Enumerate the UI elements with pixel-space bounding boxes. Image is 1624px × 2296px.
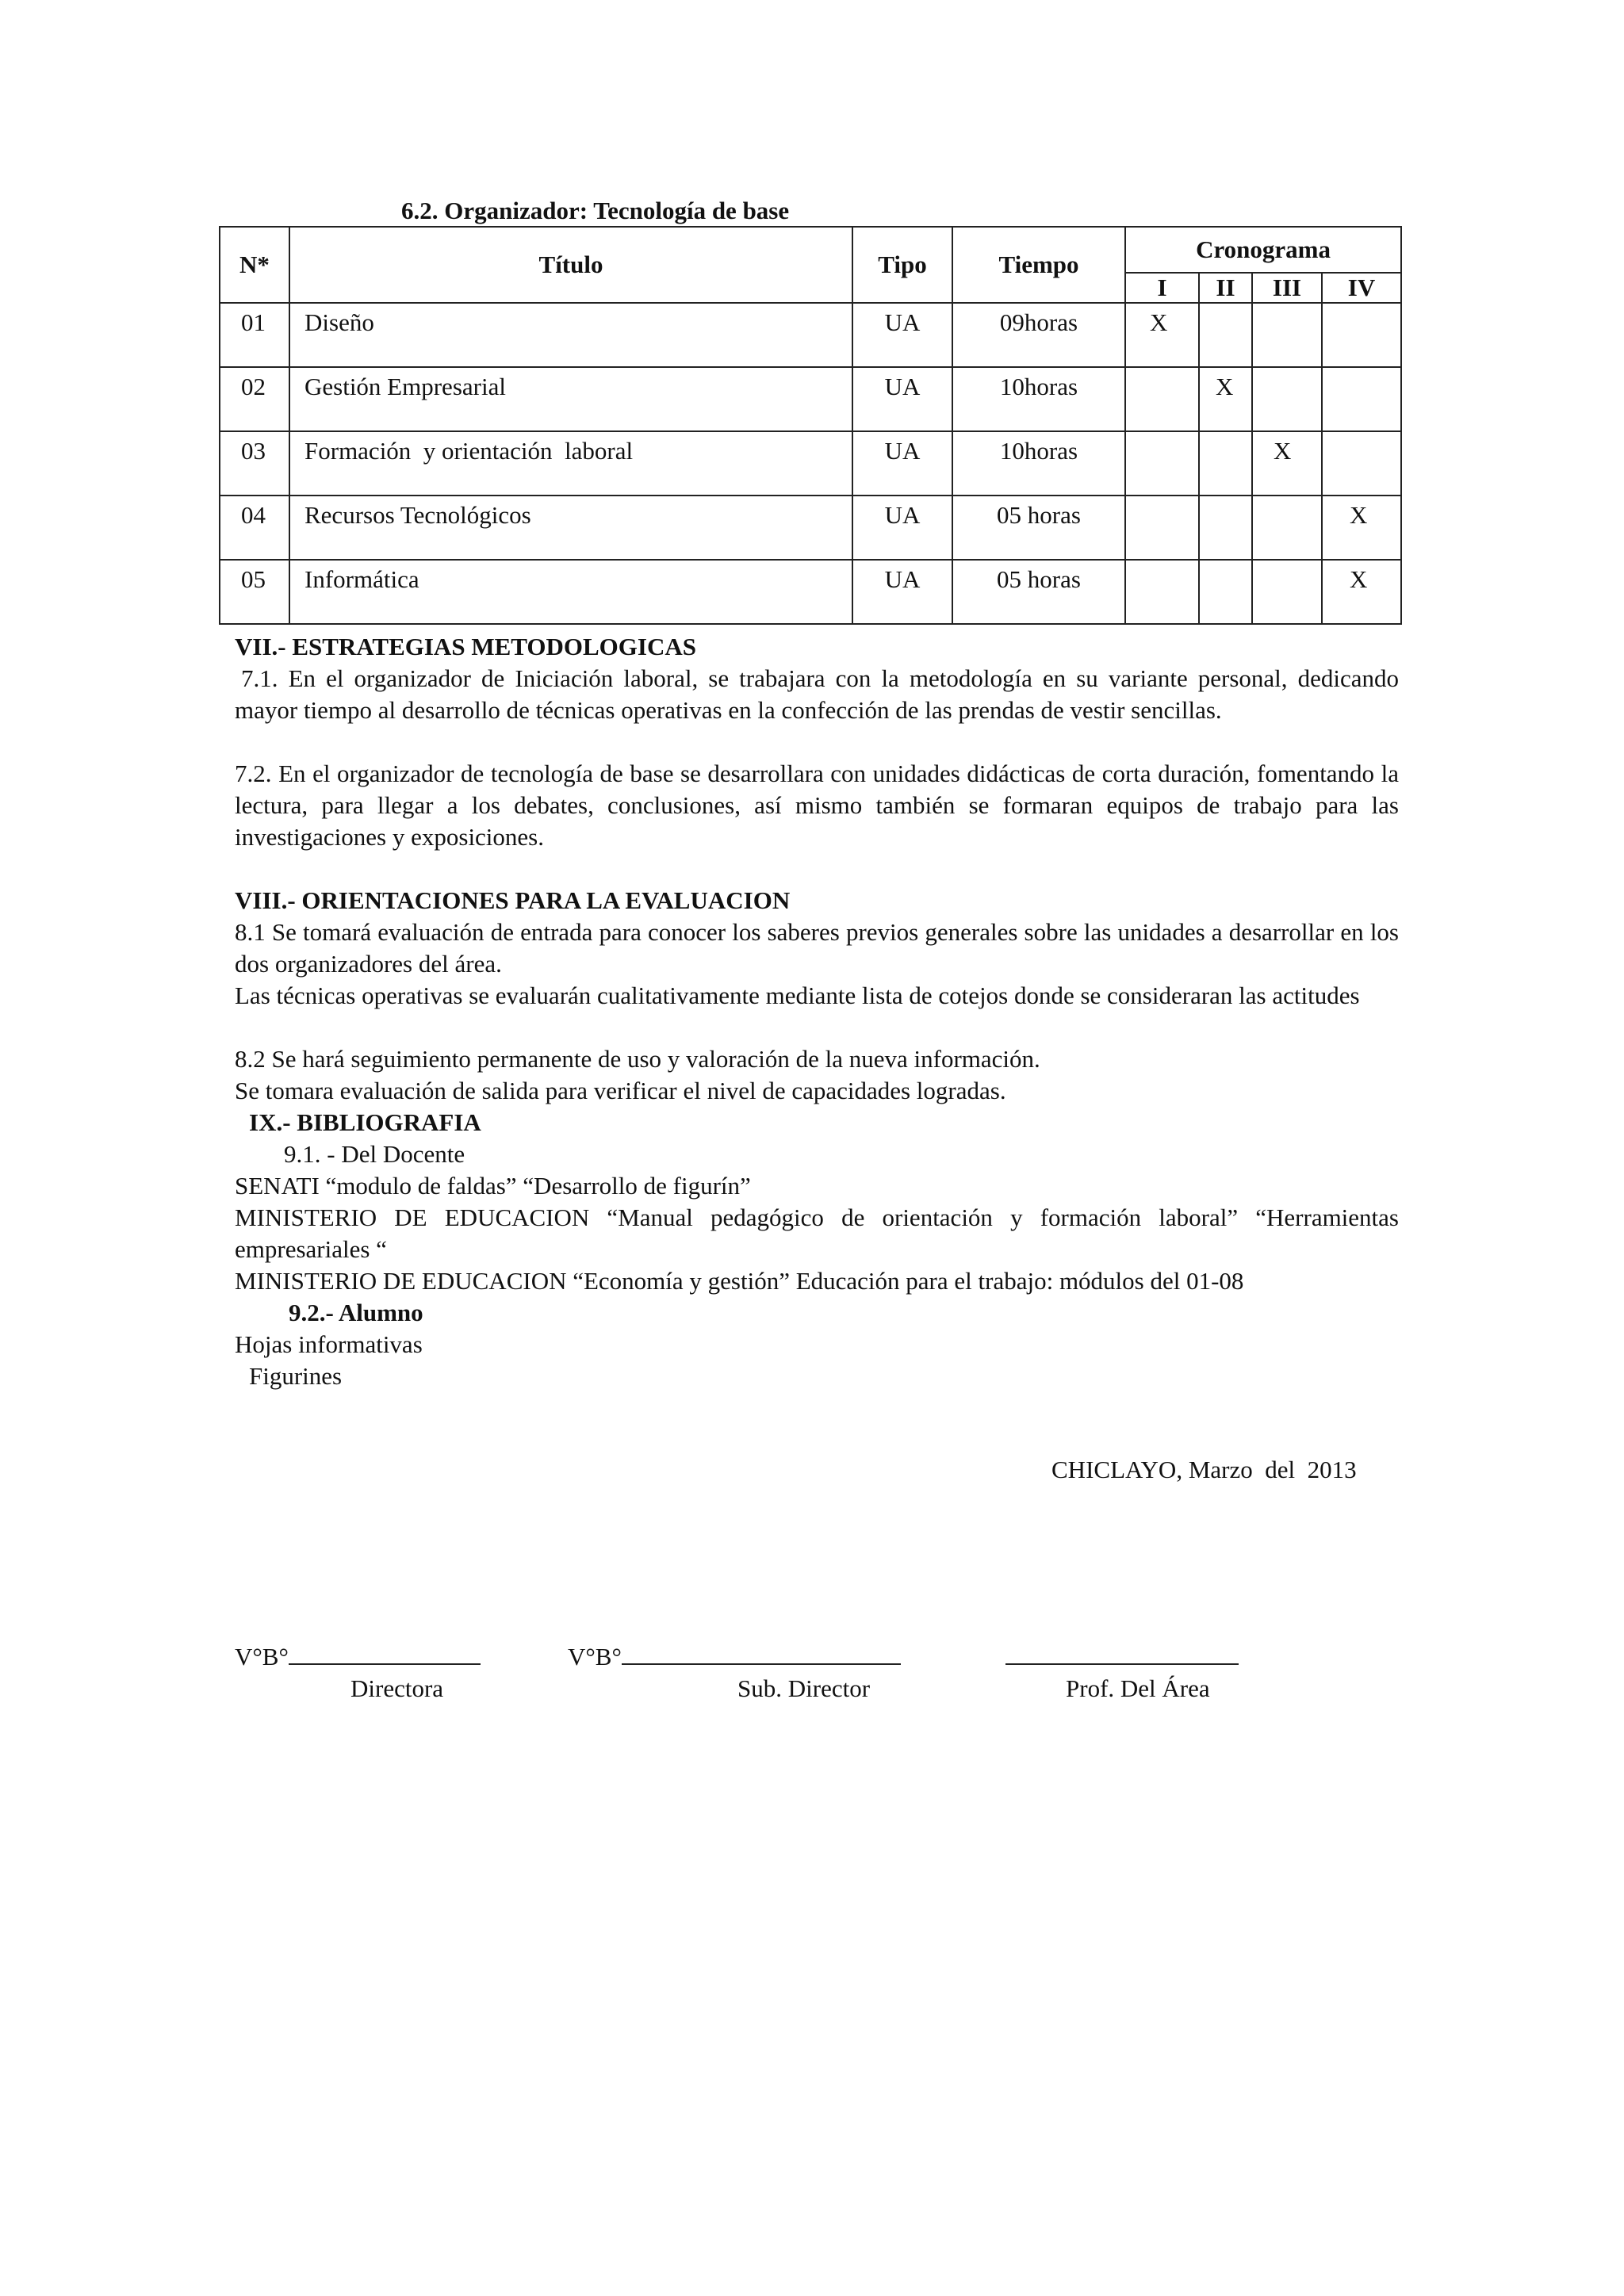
table-row	[220, 560, 1401, 624]
row-mark-i: X	[1125, 303, 1199, 367]
section-7-paragraph-1: 7.1. En el organizador de Iniciación laboral, se trabajara con la metodología en su variante personal, dedicando mayor tiempo al desarrollo de técnicas operativas en la confección de las prendas de vestir sencillas.	[235, 664, 1399, 724]
table-row	[220, 496, 1401, 560]
header-period-i: I	[1125, 273, 1199, 303]
row-tipo: UA	[852, 303, 952, 367]
row-tiempo: 10horas	[952, 431, 1125, 496]
row-tiempo: 10horas	[952, 367, 1125, 431]
vb-label: V°B°	[235, 1643, 289, 1670]
row-tiempo: 09horas	[952, 303, 1125, 367]
row-number: 05	[220, 560, 289, 624]
section-8-paragraph-4: Se tomara evaluación de salida para verificar el nivel de capacidades logradas.	[235, 1077, 1006, 1104]
row-mark-iv	[1322, 367, 1401, 431]
header-period-ii: II	[1199, 273, 1252, 303]
row-titulo: Informática	[289, 560, 852, 624]
row-number: 04	[220, 496, 289, 560]
row-titulo: Formación y orientación laboral	[289, 431, 852, 496]
section-8-paragraph-1: 8.1 Se tomará evaluación de entrada para conocer los saberes previos generales sobre las unidades a desarrollar en los dos organizadores del área.	[235, 918, 1399, 978]
table-row	[220, 367, 1401, 431]
row-mark-iii	[1252, 367, 1322, 431]
row-mark-iv: X	[1322, 560, 1401, 624]
docente-heading: 9.1. - Del Docente	[284, 1140, 465, 1168]
row-titulo: Recursos Tecnológicos	[289, 496, 852, 560]
section-9-heading: IX.- BIBLIOGRAFIA	[249, 1108, 481, 1136]
row-tiempo: 05 horas	[952, 560, 1125, 624]
header-period-iv: IV	[1322, 273, 1401, 303]
section-8-heading: VIII.- ORIENTACIONES PARA LA EVALUACION	[235, 886, 791, 914]
row-mark-i	[1125, 431, 1199, 496]
header-titulo: Título	[289, 227, 852, 303]
row-mark-iv	[1322, 303, 1401, 367]
signature-directora-line	[235, 1641, 481, 1673]
header-n: N*	[220, 227, 289, 303]
row-number: 01	[220, 303, 289, 367]
signature-label-prof-area: Prof. Del Área	[1066, 1674, 1210, 1702]
section-6-2-heading: 6.2. Organizador: Tecnología de base	[401, 197, 790, 224]
signature-line	[622, 1643, 901, 1665]
row-mark-ii: X	[1199, 367, 1252, 431]
section-8-paragraph-3: 8.2 Se hará seguimiento permanente de uso y valoración de la nueva información.	[235, 1045, 1040, 1073]
row-mark-iii	[1252, 303, 1322, 367]
header-period-iii: III	[1252, 273, 1322, 303]
table-row	[220, 303, 1401, 367]
row-titulo: Diseño	[289, 303, 852, 367]
row-mark-ii	[1199, 496, 1252, 560]
section-7-heading: VII.- ESTRATEGIAS METODOLOGICAS	[235, 633, 696, 660]
alumno-item: Hojas informativas	[235, 1330, 423, 1358]
row-mark-iii: X	[1252, 431, 1322, 496]
header-tipo: Tipo	[852, 227, 952, 303]
section-7-paragraph-2: 7.2. En el organizador de tecnología de base se desarrollara con unidades didácticas de corta duración, fomentando la lectura, para llegar a los debates, conclusiones, así mismo también se formaran equipos de trabajo para las investigaciones y exposiciones.	[235, 760, 1399, 851]
row-mark-ii	[1199, 431, 1252, 496]
vb-label: V°B°	[568, 1643, 622, 1670]
organizer-table	[219, 226, 1402, 625]
row-mark-iv: X	[1322, 496, 1401, 560]
signature-label-sub-director: Sub. Director	[737, 1674, 871, 1702]
place-date: CHICLAYO, Marzo del 2013	[1051, 1456, 1357, 1483]
row-mark-ii	[1199, 303, 1252, 367]
signature-line	[1005, 1643, 1239, 1665]
table-row	[220, 431, 1401, 496]
row-tipo: UA	[852, 496, 952, 560]
row-tipo: UA	[852, 431, 952, 496]
section-8-paragraph-2: Las técnicas operativas se evaluarán cualitativamente mediante lista de cotejos donde se consideraran las actitudes	[235, 982, 1360, 1009]
row-mark-i	[1125, 367, 1199, 431]
row-tipo: UA	[852, 560, 952, 624]
alumno-item: Figurines	[249, 1362, 343, 1390]
row-tipo: UA	[852, 367, 952, 431]
row-mark-iv	[1322, 431, 1401, 496]
row-mark-iii	[1252, 496, 1322, 560]
row-number: 03	[220, 431, 289, 496]
bibliography-item: SENATI “modulo de faldas” “Desarrollo de figurín”	[235, 1172, 751, 1200]
bibliography-item: MINISTERIO DE EDUCACION “Manual pedagógico de orientación y formación laboral” “Herramientas empresariales “	[235, 1203, 1399, 1263]
row-number: 02	[220, 367, 289, 431]
header-cronograma: Cronograma	[1125, 227, 1401, 273]
row-tiempo: 05 horas	[952, 496, 1125, 560]
row-mark-i	[1125, 496, 1199, 560]
row-titulo: Gestión Empresarial	[289, 367, 852, 431]
bibliography-item: MINISTERIO DE EDUCACION “Economía y gestión” Educación para el trabajo: módulos del 01-08	[235, 1267, 1244, 1295]
row-mark-iii	[1252, 560, 1322, 624]
signature-label-directora: Directora	[350, 1674, 444, 1702]
header-tiempo: Tiempo	[952, 227, 1125, 303]
alumno-heading: 9.2.- Alumno	[289, 1299, 423, 1326]
row-mark-i	[1125, 560, 1199, 624]
signature-line	[289, 1643, 481, 1665]
signature-subdirector-line	[568, 1641, 901, 1673]
row-mark-ii	[1199, 560, 1252, 624]
signature-prof-line	[1005, 1641, 1239, 1673]
